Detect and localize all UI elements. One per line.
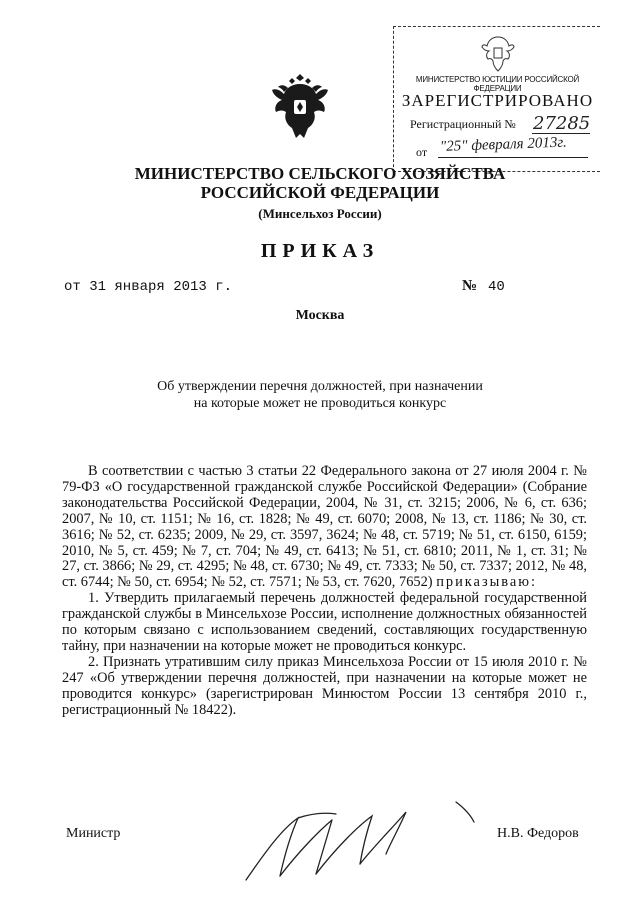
registration-stamp: [393, 26, 600, 172]
body-intro-paragraph: [62, 464, 587, 591]
document-body: [62, 464, 587, 719]
document-subject: [110, 378, 530, 412]
stamp-ministry-name: МИНИСТЕРСТВО ЮСТИЦИИ РОССИЙСКОЙ ФЕДЕРАЦИИ: [415, 75, 580, 93]
stamp-date-label: от: [416, 145, 428, 159]
stamp-emblem-icon: [481, 33, 515, 73]
order-word: приказываю:: [436, 574, 538, 591]
stamp-date-line: [438, 157, 588, 158]
subject-line2: на которые может не проводиться конкурс: [193, 396, 447, 411]
ministry-short-name: (Минсельхоз России): [258, 206, 382, 221]
body-item-2: 2. Признать утратившим силу приказ Минсельхоза России от 15 июля 2010 г. № 247 «Об утверждении перечня должностей, при назначении на которые может не проводится конкурс» (зарегистрирован Минюстом России 13 сентября 2010 г., регистрационный № 18422).: [62, 653, 587, 718]
signatory-name: Н.В. Федоров: [497, 826, 579, 841]
coat-of-arms-icon: [270, 68, 330, 144]
body-item-1: 1. Утвердить прилагаемый перечень должностей федеральной государственной гражданской службы в Минсельхозе России, исполнение должностных обязанностей по которым связано с использованием сведений, составляющих государственную тайну, при назначении на которые может не проводиться конкурс.: [62, 590, 587, 654]
ministry-name: [120, 164, 520, 202]
stamp-registered-label: ЗАРЕГИСТРИРОВАНО: [401, 91, 594, 110]
signatory-position: Министр: [66, 826, 121, 841]
subject-line1: Об утверждении перечня должностей, при назначении: [157, 379, 483, 394]
stamp-date-value: "25" февраля 2013г.: [439, 134, 568, 155]
ministry-name-line2: РОССИЙСКОЙ ФЕДЕРАЦИИ: [200, 183, 440, 202]
document-type: ПРИКАЗ: [260, 240, 380, 262]
stamp-registration-number: 27285: [533, 113, 591, 134]
document-date: от 31 января 2013 г.: [64, 279, 233, 295]
ministry-name-line1: МИНИСТЕРСТВО СЕЛЬСКОГО ХОЗЯЙСТВА: [134, 164, 506, 183]
document-number-sign: №: [462, 278, 478, 294]
body-intro: В соответствии с частью 3 статьи 22 Федерального закона от 27 июля 2004 г. № 79-ФЗ «О государственной гражданской службе Российской Федерации» (Собрание законодательства Российской Федерации, 2004, № 31, ст. 3215; 2006, № 6, ст. 636; 2007, № 10, ст. 1151; № 16, ст. 1828; № 49, ст. 6070; 2008, № 13, ст. 1186; № 30, ст. 3616; № 52, ст. 6235; 2009, № 29, ст. 3597, 3624; № 48, ст. 5719; № 51, ст. 6150, 6159; 2010, № 5, ст. 459; № 7, ст. 704; № 49, ст. 6413; № 51, ст. 6810; 2011, № 1, ст. 31; № 27, ст. 3866; № 29, ст. 4295; № 48, ст. 6730; № 49, ст. 7333; № 50, ст. 7337; 2012, № 48, ст. 6744; № 50, ст. 6954; № 52, ст. 7571; № 53, ст. 7620, 7652): [62, 463, 587, 591]
document-number: 40: [488, 279, 505, 295]
handwritten-signature: [240, 800, 490, 890]
stamp-registration-label: Регистрационный №: [410, 117, 516, 131]
document-city: Москва: [295, 308, 345, 323]
